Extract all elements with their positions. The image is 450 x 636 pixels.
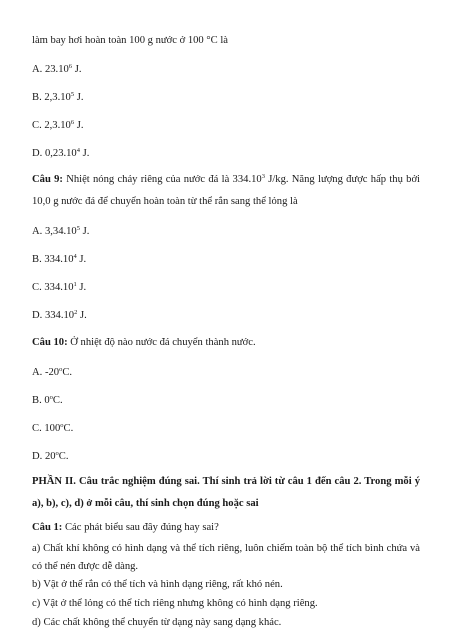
- q10-question: Câu 10: Ở nhiệt độ nào nước đá chuyển thành nước.: [32, 337, 256, 348]
- q8-option-c: C. 2,3.10$^6$ J.: [32, 119, 84, 131]
- q9-label: Câu 9:: [32, 174, 63, 185]
- part2-q1-label: Câu 1:: [32, 522, 63, 533]
- q10-option-b: B. 0$^o$C.: [32, 394, 63, 406]
- q10-option-d: D. 20$^o$C.: [32, 450, 69, 462]
- q8-option-b: B. 2,3.10$^5$ J.: [32, 91, 84, 103]
- intro-line: làm bay hơi hoàn toàn 100 g nước ở 100 °C là: [32, 35, 228, 46]
- q9-option-d: D. 334.10$^2$ J.: [32, 309, 87, 321]
- statement-c: c) Vật ở thể lỏng có thể tích riêng nhưng không có hình dạng riêng.: [32, 598, 318, 609]
- q9-option-a: A. 3,34.10$^5$ J.: [32, 225, 90, 237]
- part2-q1-question: Câu 1: Các phát biểu sau đây đúng hay sai?: [32, 522, 219, 533]
- q10-option-a: A. -20$^o$C.: [32, 366, 73, 378]
- statement-b: b) Vật ở thể rắn có thể tích và hình dạng riêng, rất khó nén.: [32, 579, 283, 590]
- q9-option-b: B. 334.10$^4$ J.: [32, 253, 87, 265]
- q9-question: Câu 9: Nhiệt nóng chảy riêng của nước đá là 334.10$^3$ J/kg. Năng lượng được hấp thụ bởi 10,0 g nước đá để chuyển hoàn toàn từ thể rắn sang thể lỏng là: [32, 173, 420, 207]
- q8-option-a: A. 23.10$^6$ J.: [32, 63, 82, 75]
- statement-d: d) Các chất không thể chuyển từ dạng này sang dạng khác.: [32, 617, 282, 628]
- q10-label: Câu 10:: [32, 337, 68, 348]
- statement-a: a) Chất khí không có hình dạng và thể tích riêng, luôn chiếm toàn bộ thể tích bình chứa và có thể nén được dễ dàng.: [32, 543, 420, 572]
- part2-heading: PHẦN II. Câu trắc nghiệm đúng sai. Thí sinh trả lời từ câu 1 đến câu 2. Trong mỗi ý a), b), c), d) ở mỗi câu, thí sinh chọn đúng hoặc sai: [32, 476, 420, 509]
- q8-option-d: D. 0,23.10$^4$ J.: [32, 147, 90, 159]
- q9-option-c: C. 334.10$^1$ J.: [32, 281, 87, 293]
- q10-option-c: C. 100$^o$C.: [32, 422, 74, 434]
